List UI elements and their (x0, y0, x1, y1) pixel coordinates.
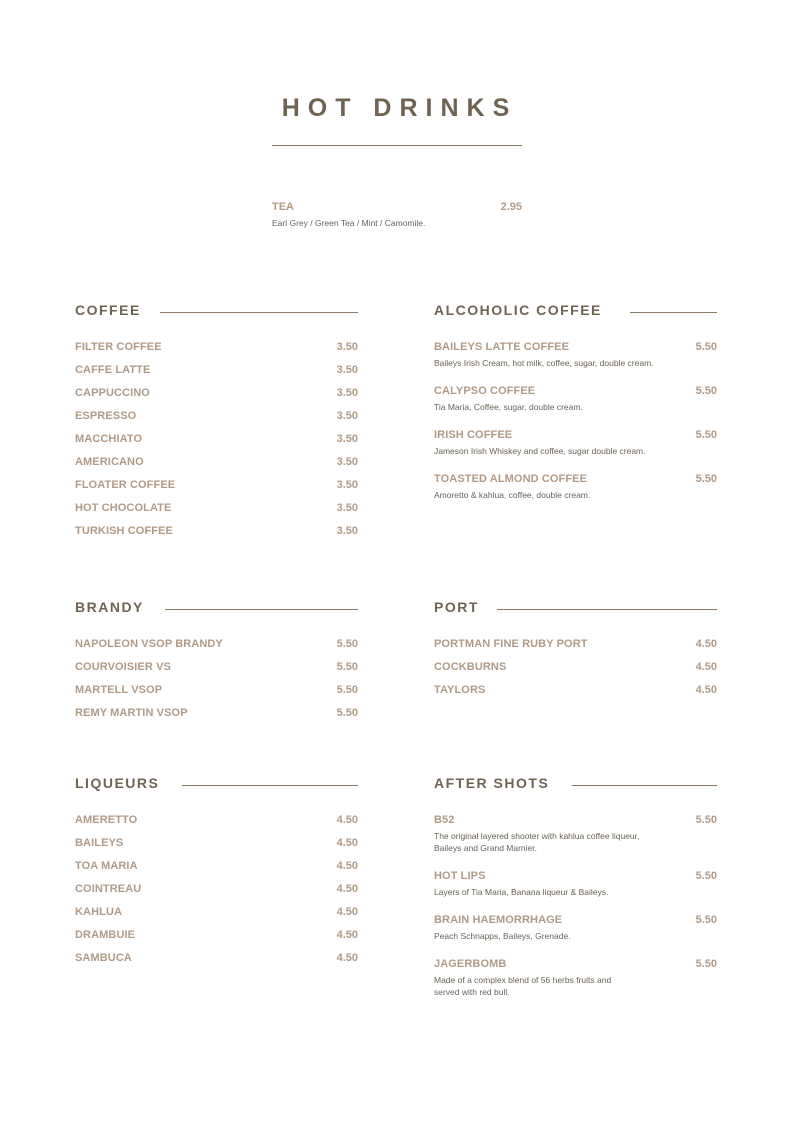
item-description: Jameson Irish Whiskey and coffee, sugar double cream. (434, 446, 646, 456)
item-name: CAPPUCCINO (75, 387, 150, 399)
item-name: BAILEYS LATTE COFFEE (434, 341, 570, 353)
item-name: BAILEYS (75, 837, 124, 849)
item-description (434, 830, 717, 854)
list-item (434, 958, 717, 998)
item-price: 5.50 (695, 341, 717, 353)
item-name: DRAMBUIE (75, 929, 136, 941)
list-item (75, 860, 358, 872)
item-price: 5.50 (695, 914, 717, 926)
item-name: COINTREAU (75, 883, 142, 895)
item-description: Amoretto & kahlua, coffee, double cream. (434, 490, 591, 500)
brandy-list (75, 638, 358, 719)
item-name: CALYPSO COFFEE (434, 385, 536, 397)
list-item (75, 525, 358, 537)
item-price: 3.50 (336, 502, 358, 514)
item-name: CAFFE LATTE (75, 364, 151, 376)
item-description: Tia Maria, Coffee, sugar, double cream. (434, 402, 583, 412)
item-price: 4.50 (336, 814, 358, 826)
item-name: FLOATER COFFEE (75, 479, 176, 491)
description-line: Made of a complex blend of 56 herbs fruits and (434, 975, 612, 985)
list-item (434, 870, 717, 898)
liqueurs-section (75, 775, 358, 964)
list-item (75, 410, 358, 422)
section-divider (497, 609, 717, 610)
section-title: AFTER SHOTS (434, 775, 559, 791)
item-price: 5.50 (695, 814, 717, 826)
list-item (434, 429, 717, 457)
item-price: 3.50 (336, 387, 358, 399)
list-item (75, 502, 358, 514)
page-title: HOT DRINKS (281, 94, 518, 122)
item-price: 4.50 (336, 837, 358, 849)
after-shots-list (434, 814, 717, 998)
item-name: NAPOLEON VSOP BRANDY (75, 638, 223, 650)
item-price: 5.50 (695, 385, 717, 397)
list-item (75, 456, 358, 468)
alcoholic-coffee-section (434, 302, 717, 500)
item-name: TOA MARIA (75, 860, 138, 872)
list-item (434, 661, 717, 673)
item-name: TURKISH COFFEE (75, 525, 173, 537)
tea-item (272, 201, 522, 228)
item-price: 5.50 (695, 429, 717, 441)
list-item (75, 638, 358, 650)
item-price: 4.50 (336, 860, 358, 872)
list-item (75, 433, 358, 445)
list-item (75, 707, 358, 719)
list-item (75, 814, 358, 826)
item-name: TAYLORS (434, 684, 486, 696)
item-price: 5.50 (695, 958, 717, 970)
section-divider (572, 785, 717, 786)
list-item (434, 385, 717, 413)
item-price: 5.50 (336, 707, 358, 719)
after-shots-section (434, 775, 717, 997)
coffee-section (75, 302, 358, 537)
item-name: COURVOISIER VS (75, 661, 171, 673)
brandy-section (75, 599, 358, 719)
section-divider (160, 312, 358, 313)
port-list (434, 638, 717, 696)
item-name: MACCHIATO (75, 433, 143, 445)
item-price: 4.50 (336, 952, 358, 964)
item-description (434, 886, 717, 898)
list-item (434, 814, 717, 854)
item-name: MARTELL VSOP (75, 684, 163, 696)
item-price: 3.50 (336, 525, 358, 537)
list-item (75, 684, 358, 696)
list-item (75, 387, 358, 399)
section-divider (165, 609, 358, 610)
item-price: 4.50 (695, 661, 717, 673)
section-title: ALCOHOLIC COFFEE (434, 302, 612, 318)
item-name: SAMBUCA (75, 952, 132, 964)
list-item (434, 914, 717, 942)
item-name: COCKBURNS (434, 661, 507, 673)
list-item (75, 479, 358, 491)
item-name: PORTMAN FINE RUBY PORT (434, 638, 588, 650)
item-price: 5.50 (336, 661, 358, 673)
list-item (75, 661, 358, 673)
tea-description: Earl Grey / Green Tea / Mint / Camomile. (272, 218, 426, 228)
item-name: IRISH COFFEE (434, 429, 513, 441)
list-item (75, 929, 358, 941)
item-description (434, 974, 717, 998)
item-price: 4.50 (336, 929, 358, 941)
list-item (75, 837, 358, 849)
item-name: KAHLUA (75, 906, 123, 918)
port-section (434, 599, 717, 696)
description-line: served with red bull. (434, 987, 510, 997)
item-name: B52 (434, 814, 455, 826)
section-divider (182, 785, 358, 786)
section-title: COFFEE (75, 302, 151, 318)
item-price: 5.50 (336, 638, 358, 650)
item-price: 4.50 (336, 906, 358, 918)
item-name: HOT LIPS (434, 870, 486, 882)
item-name: FILTER COFFEE (75, 341, 162, 353)
list-item (75, 364, 358, 376)
list-item (434, 638, 717, 650)
item-name: AMERETTO (75, 814, 138, 826)
list-item (75, 341, 358, 353)
section-title: PORT (434, 599, 489, 615)
section-title: BRANDY (75, 599, 154, 615)
item-name: AMERICANO (75, 456, 144, 468)
item-name: TOASTED ALMOND COFFEE (434, 473, 588, 485)
alcoholic-coffee-list (434, 341, 717, 501)
list-item (75, 906, 358, 918)
description-line: Peach Schnapps, Baileys, Grenade. (434, 931, 571, 941)
item-name: HOT CHOCOLATE (75, 502, 172, 514)
section-title: LIQUEURS (75, 775, 169, 791)
description-line: Layers of Tia Maria, Banana liqueur & Baileys. (434, 887, 609, 897)
item-price: 4.50 (336, 883, 358, 895)
description-line: Baileys and Grand Marnier. (434, 843, 537, 853)
list-item (75, 883, 358, 895)
tea-price: 2.95 (500, 201, 522, 213)
tea-name: TEA (272, 201, 294, 213)
item-description: Baileys Irish Cream, hot milk, coffee, sugar, double cream. (434, 358, 654, 368)
liqueurs-list (75, 814, 358, 964)
item-price: 5.50 (695, 870, 717, 882)
description-line: The original layered shooter with kahlua coffee liqueur, (434, 831, 640, 841)
item-price: 3.50 (336, 341, 358, 353)
coffee-list (75, 341, 358, 537)
item-name: BRAIN HAEMORRHAGE (434, 914, 563, 926)
title-divider (272, 145, 522, 146)
item-name: REMY MARTIN VSOP (75, 707, 188, 719)
list-item (75, 952, 358, 964)
item-price: 5.50 (695, 473, 717, 485)
item-price: 5.50 (336, 684, 358, 696)
item-price: 3.50 (336, 364, 358, 376)
list-item (434, 473, 717, 501)
item-price: 4.50 (695, 684, 717, 696)
item-price: 4.50 (695, 638, 717, 650)
item-price: 3.50 (336, 479, 358, 491)
item-price: 3.50 (336, 410, 358, 422)
list-item (434, 341, 717, 369)
item-name: ESPRESSO (75, 410, 137, 422)
list-item (434, 684, 717, 696)
item-name: JAGERBOMB (434, 958, 507, 970)
item-price: 3.50 (336, 433, 358, 445)
item-price: 3.50 (336, 456, 358, 468)
item-description (434, 930, 717, 942)
section-divider (630, 312, 717, 313)
